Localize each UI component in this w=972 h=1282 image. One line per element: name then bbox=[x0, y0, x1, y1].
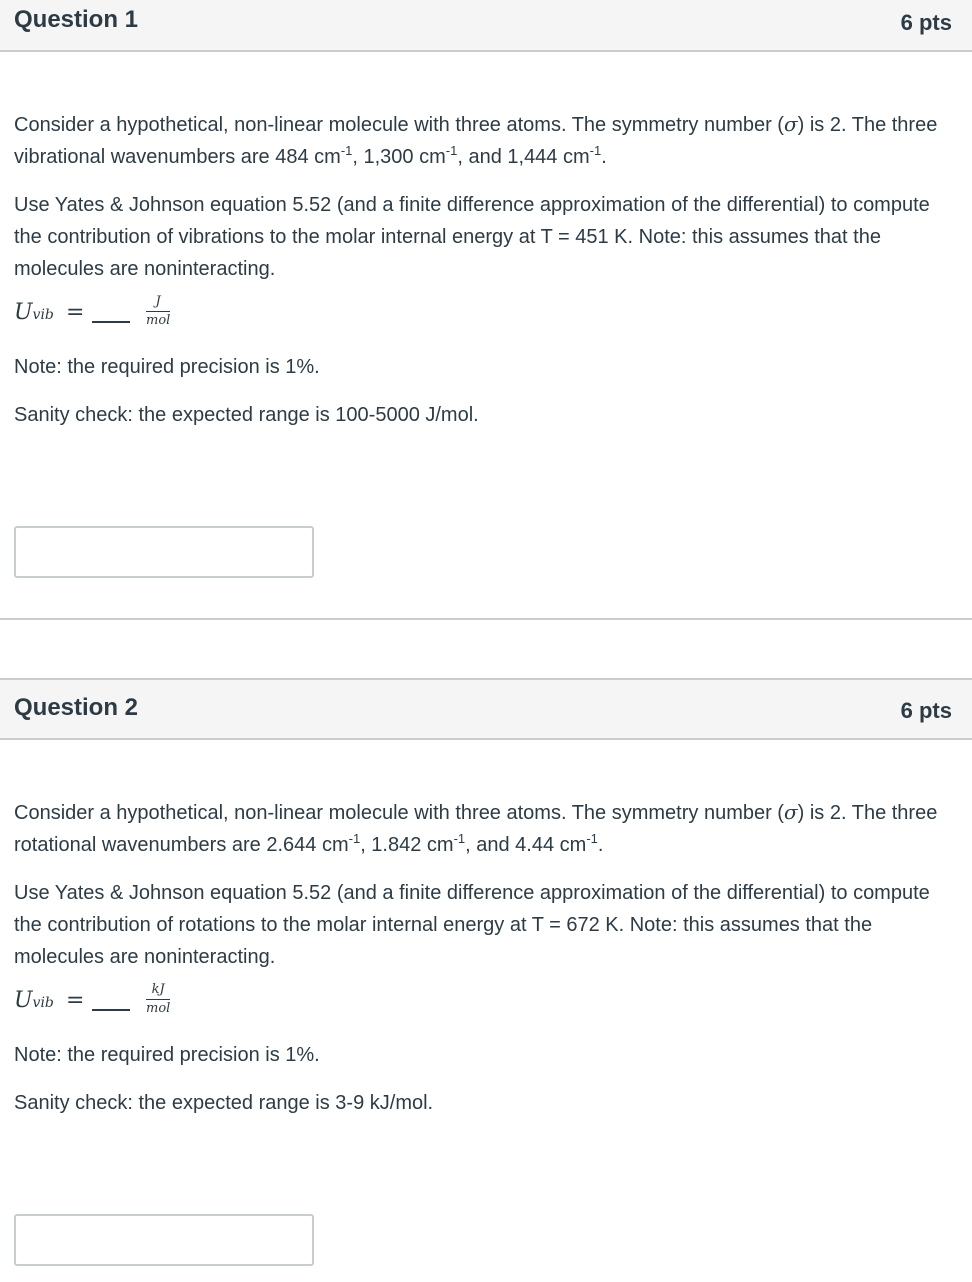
sigma-symbol: σ bbox=[783, 112, 798, 136]
answer-formula bbox=[14, 294, 958, 343]
formula-blank bbox=[92, 321, 130, 323]
formula-equals: = bbox=[66, 988, 85, 1013]
question-divider bbox=[0, 618, 972, 620]
question-title: Question 1 bbox=[14, 6, 139, 33]
question-header bbox=[0, 0, 972, 52]
question-title: Question 2 bbox=[14, 694, 139, 721]
formula-blank bbox=[92, 1009, 130, 1011]
question-points: 6 pts bbox=[900, 10, 952, 35]
answer-input[interactable] bbox=[14, 526, 314, 578]
formula-variable: Uvib bbox=[14, 300, 54, 325]
sanity-check: Sanity check: the expected range is 100-5000 J/mol. bbox=[14, 404, 479, 426]
formula-variable: Uvib bbox=[14, 988, 54, 1013]
question-body bbox=[14, 108, 958, 447]
question-points: 6 pts bbox=[900, 698, 952, 723]
formula-unit: kJ mol bbox=[146, 982, 171, 1016]
question-task: Use Yates & Johnson equation 5.52 (and a finite difference approximation of the differential) to compute the contribution of vibrations to the molar internal energy at T = 451 K. Note: this assumes that the molecules are noninteracting. bbox=[14, 194, 930, 280]
question-task: Use Yates & Johnson equation 5.52 (and a finite difference approximation of the differential) to compute the contribution of rotations to the molar internal energy at T = 672 K. Note: this assumes that the molecules are noninteracting. bbox=[14, 882, 930, 968]
answer-input[interactable] bbox=[14, 1214, 314, 1266]
sanity-check: Sanity check: the expected range is 3-9 kJ/mol. bbox=[14, 1092, 434, 1114]
question-1 bbox=[0, 0, 972, 620]
precision-note: Note: the required precision is 1%. bbox=[14, 356, 320, 378]
question-intro: Consider a hypothetical, non-linear molecule with three atoms. The symmetry number (σ) is 2. The three vibrational wavenumbers are 484 $cm^{-1}$, 1,300 $cm^{-1}$, and 1,444 $cm^{-1}$. bbox=[14, 112, 938, 168]
question-2 bbox=[0, 678, 972, 1282]
question-intro: Consider a hypothetical, non-linear molecule with three atoms. The symmetry number (σ) is 2. The three rotational wavenumbers are 2.644 $cm^{-1}$, 1.842 $cm^{-1}$, and 4.44 $cm^{-1}$. bbox=[14, 800, 938, 856]
answer-formula bbox=[14, 982, 958, 1031]
question-header bbox=[0, 678, 972, 740]
formula-unit: J mol bbox=[146, 294, 171, 328]
precision-note: Note: the required precision is 1%. bbox=[14, 1044, 320, 1066]
question-body bbox=[14, 796, 958, 1135]
formula-equals: = bbox=[66, 300, 85, 325]
sigma-symbol: σ bbox=[783, 800, 798, 824]
